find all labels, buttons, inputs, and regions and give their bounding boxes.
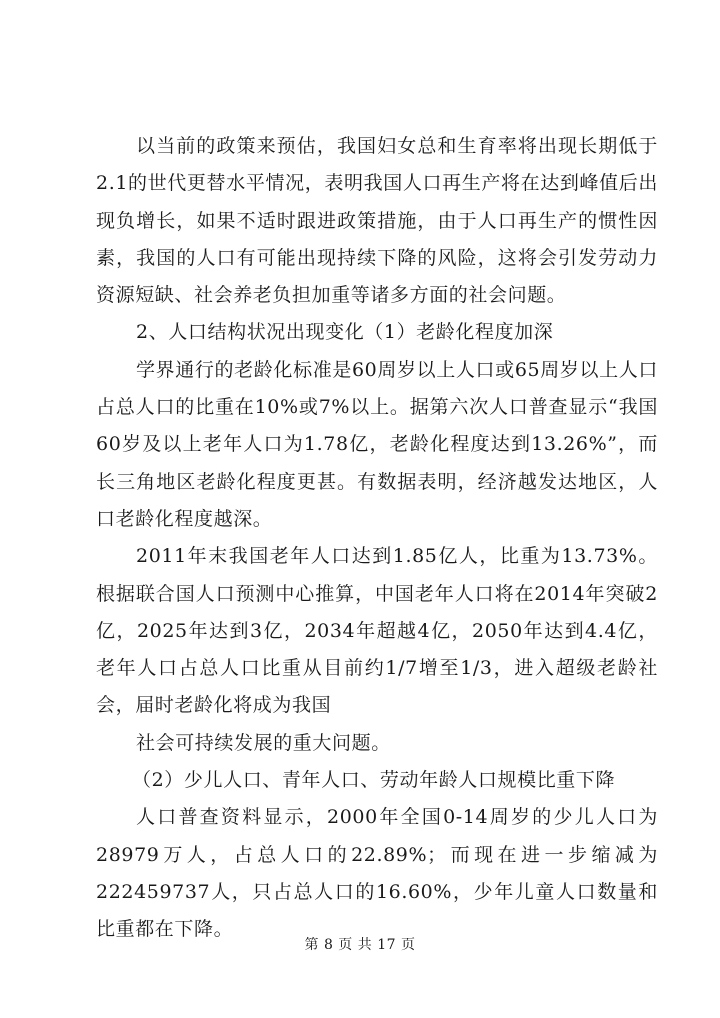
subheading-youth-decline: （2）少儿人口、青年人口、劳动年龄人口规模比重下降 <box>132 769 616 792</box>
paragraph-aging-projection: 2011年末我国老年人口达到1.85亿人，比重为13.73%。根据联合国人口预测中心推算，中国老年人口将在2014年突破2亿，2025年达到3亿，2034年超越4亿，2050年达到4.4亿，老年人口占总人口比重从目前约1/7增至1/3，进入超级老龄社会，届时老龄化将成为我国 <box>96 545 658 717</box>
paragraph-aging-standard: 学界通行的老龄化标准是60周岁以上人口或65周岁以上人口占总人口的比重在10%或7%以上。据第六次人口普查显示“我国60岁及以上老年人口为1.78亿，老龄化程度达到13.26%”，而长三角地区老龄化程度更甚。有数据表明，经济越发达地区，人口老龄化程度越深。 <box>96 358 658 530</box>
paragraph-fertility-forecast: 以当前的政策来预估，我国妇女总和生育率将出现长期低于2.1的世代更替水平情况，表明我国人口再生产将在达到峰值后出现负增长，如果不适时跟进政策措施，由于人口再生产的惯性因素，我国的人口有可能出现持续下降的风险，这将会引发劳动力资源短缺、社会养老负担加重等诸多方面的社会问题。 <box>96 135 658 307</box>
section-heading-population-structure: 2、人口结构状况出现变化（1）老龄化程度加深 <box>136 321 554 344</box>
page-number-footer: 第 8 页 共 17 页 <box>304 937 416 953</box>
paragraph-aging-conclusion: 社会可持续发展的重大问题。 <box>136 731 391 754</box>
paragraph-census-youth: 人口普查资料显示，2000年全国0-14周岁的少儿人口为28979万人，占总人口的22.89%；而现在进一步缩减为222459737人，只占总人口的16.60%，少年儿童人口数量和比重都在下降。 <box>96 806 658 941</box>
document-body <box>96 128 658 949</box>
